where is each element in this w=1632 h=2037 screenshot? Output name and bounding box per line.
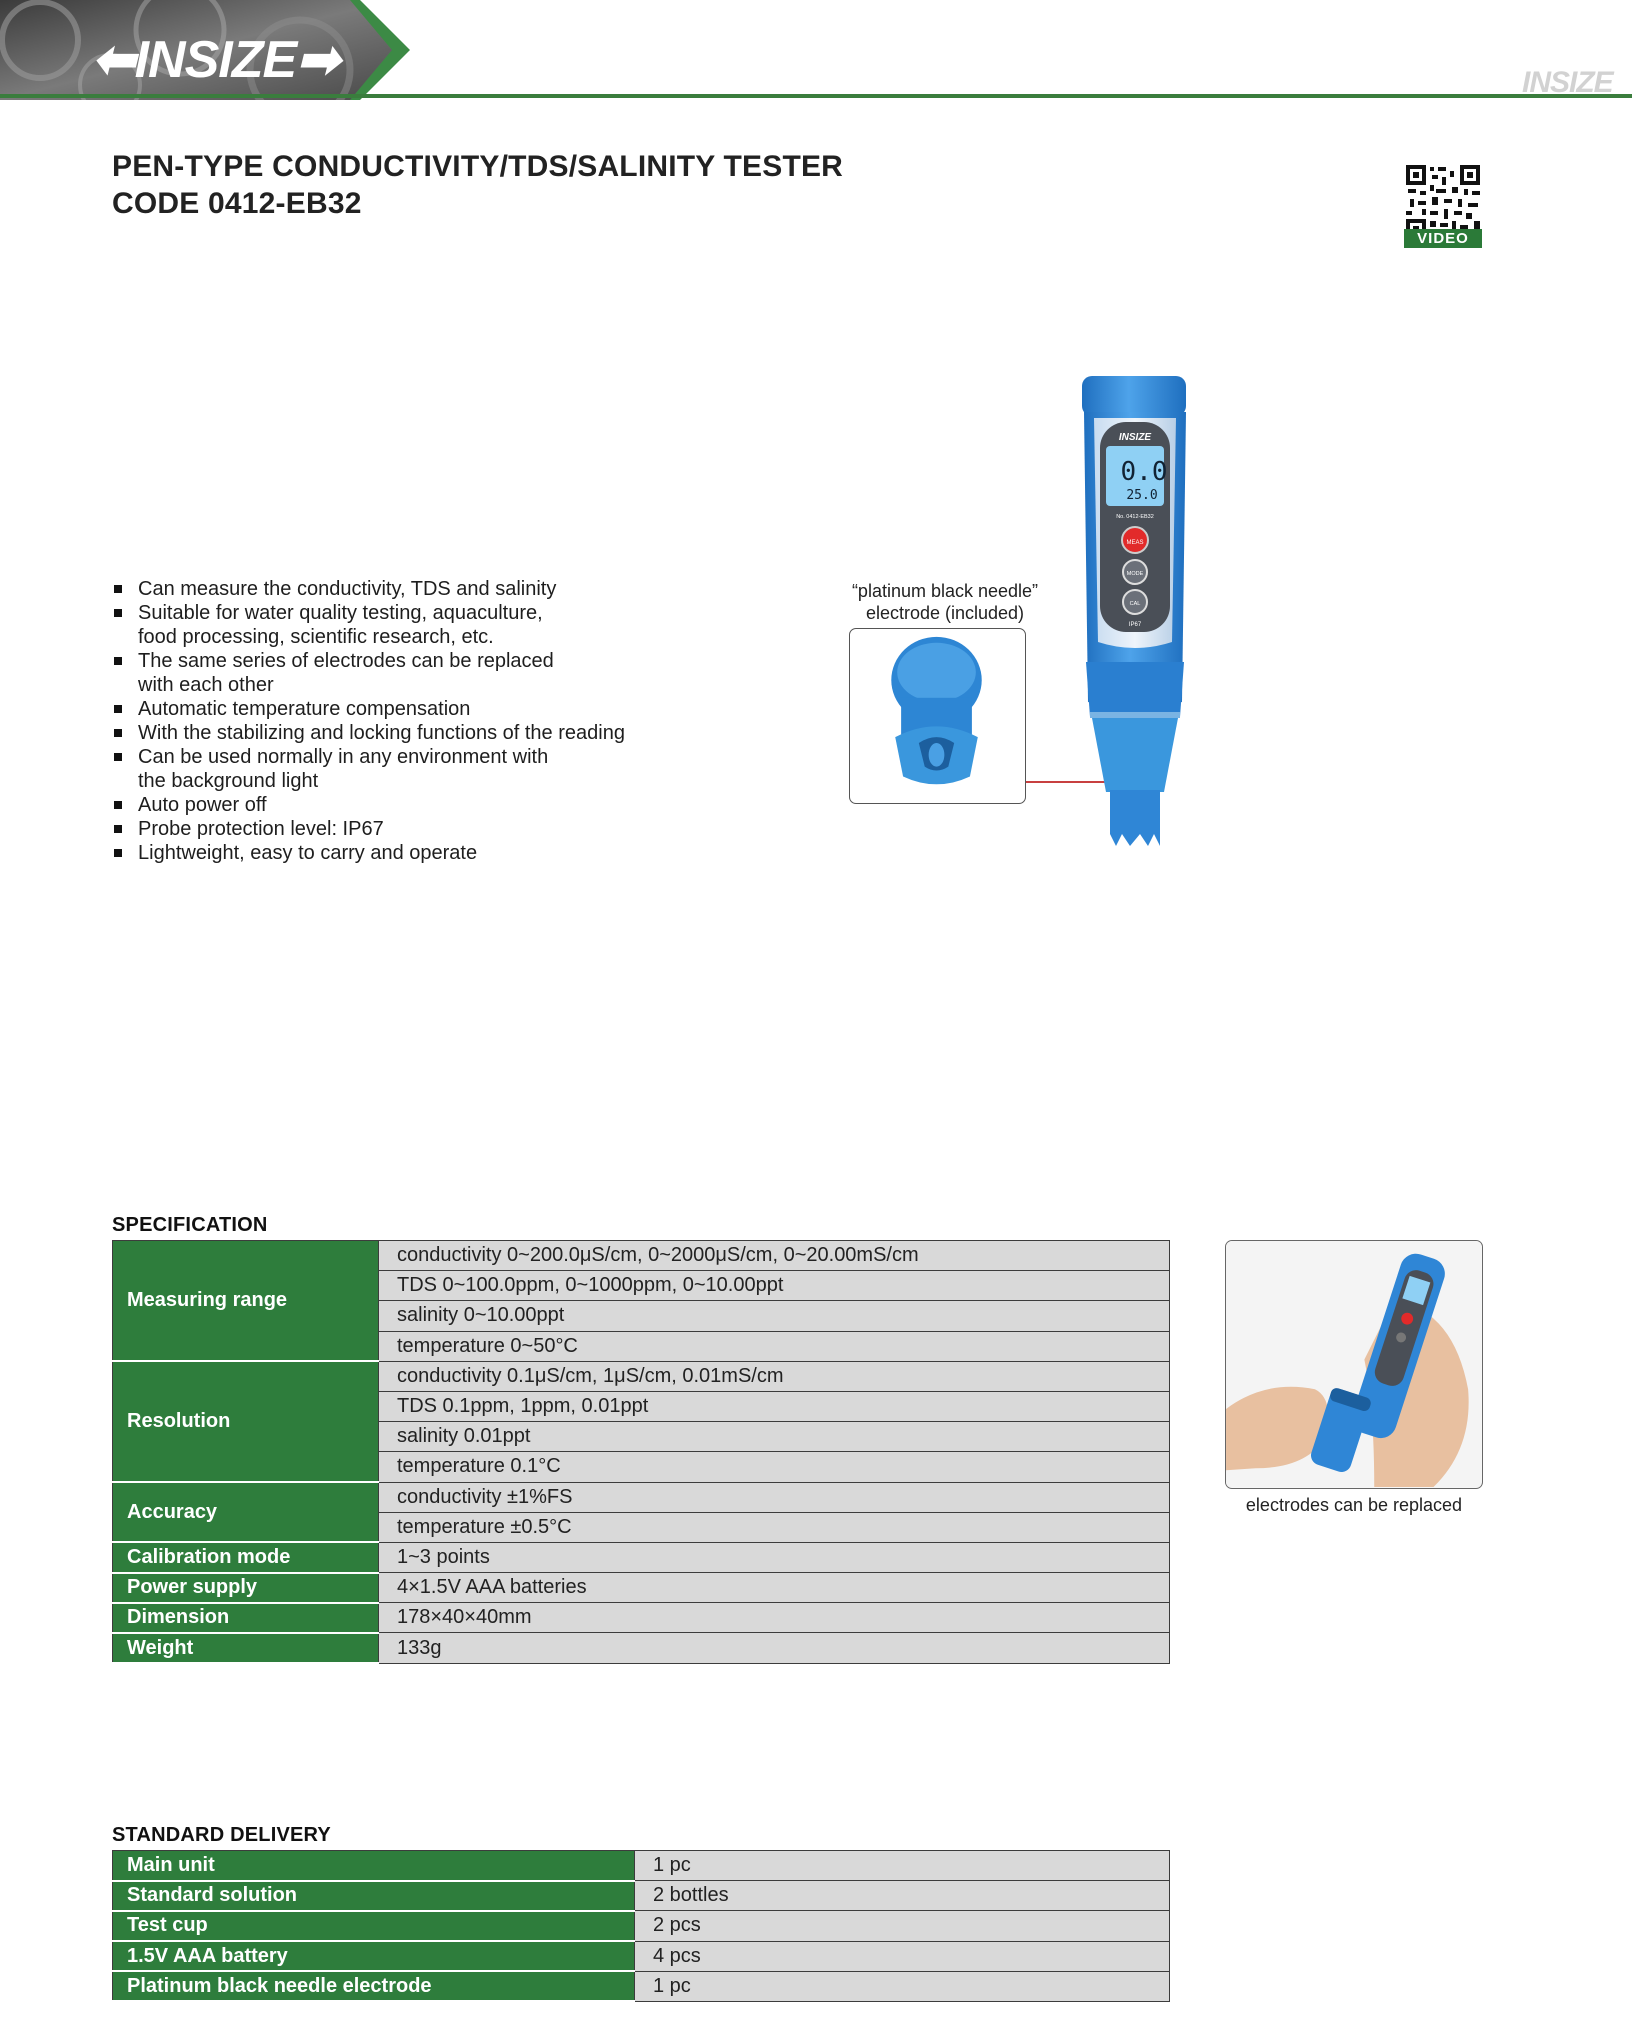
table-row — [113, 1542, 1170, 1572]
table-row — [113, 1911, 1170, 1941]
delivery-quantity: 2 pcs — [635, 1911, 1170, 1941]
spec-value: 133g — [379, 1633, 1170, 1663]
delivery-item: Standard solution — [113, 1881, 635, 1911]
spec-value: TDS 0~100.0ppm, 0~1000ppm, 0~10.00ppt — [379, 1271, 1170, 1301]
delivery-item: Main unit — [113, 1851, 635, 1881]
feature-item: Can measure the conductivity, TDS and salinity — [112, 577, 692, 601]
electrode-inset — [849, 628, 1026, 804]
spec-value: 178×40×40mm — [379, 1603, 1170, 1633]
table-row — [113, 1241, 1170, 1271]
table-row — [113, 1603, 1170, 1633]
delivery-quantity: 4 pcs — [635, 1941, 1170, 1971]
electrode-replacement-photo — [1225, 1240, 1483, 1489]
brand-watermark: INSIZE — [1522, 66, 1613, 99]
header-rule — [0, 94, 1632, 98]
table-row — [113, 1361, 1170, 1391]
table-row — [113, 1851, 1170, 1881]
spec-value: 4×1.5V AAA batteries — [379, 1573, 1170, 1603]
hands-with-tester-illustration — [1226, 1241, 1481, 1487]
feature-list — [112, 577, 692, 865]
spec-value: 1~3 points — [379, 1542, 1170, 1572]
table-row — [113, 1633, 1170, 1663]
feature-item: Probe protection level: IP67 — [112, 817, 692, 841]
spec-value: TDS 0.1ppm, 1ppm, 0.01ppt — [379, 1391, 1170, 1421]
device-meas-button: MEAS — [1126, 540, 1144, 546]
device-cal-button: CAL — [1129, 601, 1141, 607]
delivery-item: Test cup — [113, 1911, 635, 1941]
delivery-quantity: 1 pc — [635, 1851, 1170, 1881]
delivery-quantity: 1 pc — [635, 1971, 1170, 2001]
device-display-reading: 0.0 — [1120, 457, 1168, 487]
spec-value: temperature 0.1°C — [379, 1452, 1170, 1482]
product-code: CODE 0412-EB32 — [112, 187, 362, 220]
electrode-callout-label: “platinum black needle” electrode (included) — [851, 581, 1039, 623]
specification-table — [112, 1240, 1170, 1664]
product-title: PEN-TYPE CONDUCTIVITY/TDS/SALINITY TESTER — [112, 150, 844, 183]
feature-item: With the stabilizing and locking functions of the reading — [112, 721, 692, 745]
feature-item: Suitable for water quality testing, aquaculture, food processing, scientific research, etc. — [112, 601, 692, 649]
device-ip-label: IP67 — [1128, 622, 1142, 628]
brand-logo: ⬅INSIZE➡ — [92, 31, 339, 89]
spec-value: temperature 0~50°C — [379, 1331, 1170, 1361]
feature-item: Auto power off — [112, 793, 692, 817]
video-qr-label: VIDEO — [1404, 229, 1482, 248]
spec-label: Accuracy — [113, 1482, 379, 1542]
delivery-item: Platinum black needle electrode — [113, 1971, 635, 2001]
feature-item: Automatic temperature compensation — [112, 697, 692, 721]
spec-label: Resolution — [113, 1361, 379, 1482]
delivery-heading: STANDARD DELIVERY — [112, 1824, 331, 1846]
device-model-label: No. 0412-EB32 — [1116, 514, 1154, 520]
spec-label: Calibration mode — [113, 1542, 379, 1572]
feature-item: The same series of electrodes can be replaced with each other — [112, 649, 692, 697]
table-row — [113, 1881, 1170, 1911]
spec-value: conductivity 0.1μS/cm, 1μS/cm, 0.01mS/cm — [379, 1361, 1170, 1391]
specification-heading: SPECIFICATION — [112, 1214, 268, 1236]
feature-item: Lightweight, easy to carry and operate — [112, 841, 692, 865]
delivery-item: 1.5V AAA battery — [113, 1941, 635, 1971]
spec-label: Power supply — [113, 1573, 379, 1603]
table-row — [113, 1971, 1170, 2001]
device-mode-button: MODE — [1126, 571, 1144, 577]
device-display-temp: 25.0 — [1126, 488, 1158, 503]
table-row — [113, 1573, 1170, 1603]
device-brand: INSIZE — [1118, 432, 1152, 443]
spec-label: Dimension — [113, 1603, 379, 1633]
photo-caption: electrodes can be replaced — [1245, 1495, 1463, 1515]
spec-value: conductivity ±1%FS — [379, 1482, 1170, 1512]
delivery-table — [112, 1850, 1170, 2002]
spec-value: temperature ±0.5°C — [379, 1512, 1170, 1542]
pen-tester-illustration — [1060, 372, 1210, 847]
electrode-tip-illustration — [850, 629, 1024, 802]
spec-value: salinity 0.01ppt — [379, 1422, 1170, 1452]
spec-value: salinity 0~10.00ppt — [379, 1301, 1170, 1331]
spec-label: Measuring range — [113, 1241, 379, 1362]
feature-item: Can be used normally in any environment with the background light — [112, 745, 692, 793]
spec-label: Weight — [113, 1633, 379, 1663]
table-row — [113, 1941, 1170, 1971]
table-row — [113, 1482, 1170, 1512]
delivery-quantity: 2 bottles — [635, 1881, 1170, 1911]
spec-value: conductivity 0~200.0μS/cm, 0~2000μS/cm, 0~20.00mS/cm — [379, 1241, 1170, 1271]
